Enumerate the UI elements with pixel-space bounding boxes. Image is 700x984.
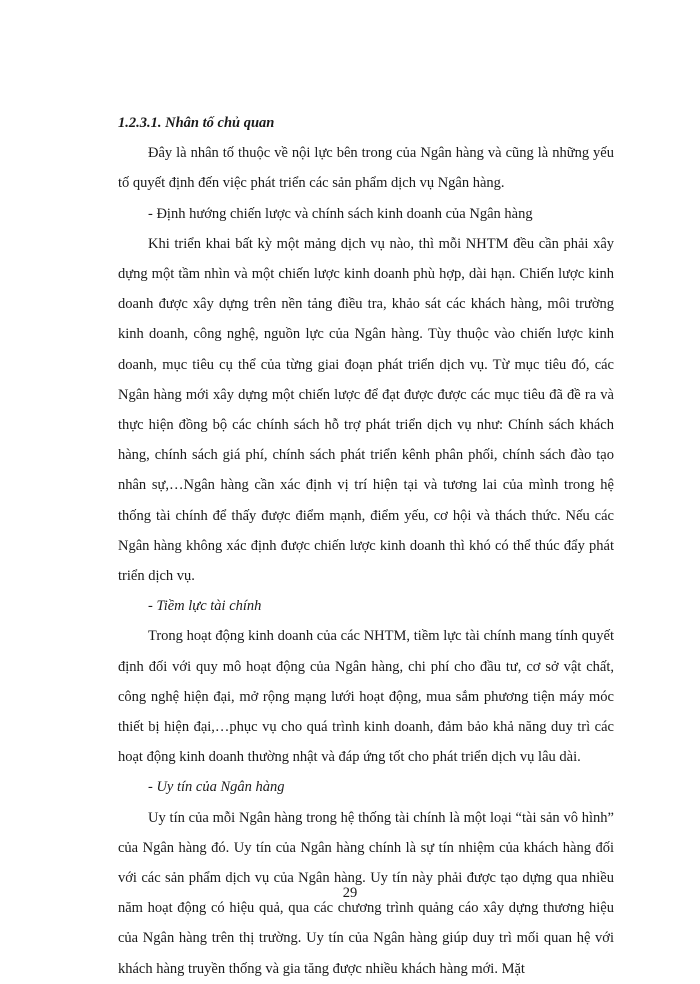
subheading-strategy: - Định hướng chiến lược và chính sách kinh doanh của Ngân hàng [148, 205, 533, 222]
intro-paragraph: Đây là nhân tố thuộc về nội lực bên trong của Ngân hàng và cũng là những yếu tố quyết định đến việc phát triển các sản phẩm dịch vụ Ngân hàng. [118, 145, 614, 192]
subheading-financial-capacity: - Tiềm lực tài chính [148, 598, 262, 615]
page-number: 29 [342, 885, 358, 901]
subheading-reputation: - Uy tín của Ngân hàng [148, 779, 285, 796]
financial-capacity-paragraph: Trong hoạt động kinh doanh của các NHTM, tiềm lực tài chính mang tính quyết định đối với quy mô hoạt động của Ngân hàng, chi phí cho đầu tư, cơ sở vật chất, công nghệ hiện đại, mở rộng mạng lưới hoạt động, mua sắm phương tiện máy móc thiết bị hiện đại,…phục vụ cho quá trình kinh doanh, đảm bảo khả năng duy trì các hoạt động kinh doanh thường nhật và đáp ứng tốt cho phát triển dịch vụ lâu dài. [118, 628, 614, 766]
page-content [118, 108, 614, 984]
reputation-paragraph: Uy tín của mỗi Ngân hàng trong hệ thống tài chính là một loại “tài sản vô hình” của Ngân hàng đó. Uy tín của Ngân hàng chính là sự tín nhiệm của khách hàng đối với các sản phẩm dịch vụ của Ngân hàng. Uy tín này phải được tạo dựng qua nhiều năm hoạt động có hiệu quả, qua các chương trình quảng cáo xây dựng thương hiệu của Ngân hàng trên thị trường. Uy tín của Ngân hàng giúp duy trì mối quan hệ với khách hàng truyền thống và gia tăng được nhiều khách hàng mới. Mặt [118, 809, 614, 977]
strategy-paragraph: Khi triển khai bất kỳ một mảng dịch vụ nào, thì mỗi NHTM đều cần phải xây dựng một tầm nhìn và một chiến lược kinh doanh phù hợp, dài hạn. Chiến lược kinh doanh được xây dựng trên nền tảng điều tra, khảo sát các khách hàng, môi trường kinh doanh, công nghệ, nguồn lực của Ngân hàng. Tùy thuộc vào chiến lược kinh doanh, mục tiêu cụ thể của từng giai đoạn phát triển dịch vụ. Từ mục tiêu đó, các Ngân hàng mới xây dựng một chiến lược để đạt được được các mục tiêu đã đề ra và thực hiện đồng bộ các chính sách hỗ trợ phát triển dịch vụ như: Chính sách khách hàng, chính sách giá phí, chính sách phát triển kênh phân phối, chính sách đào tạo nhân sự,…Ngân hàng cần xác định vị trí hiện tại và tương lai của mình trong hệ thống tài chính để thấy được điểm mạnh, điểm yếu, cơ hội và thách thức. Nếu các Ngân hàng không xác định được chiến lược kinh doanh thì khó có thể thúc đẩy phát triển dịch vụ. [118, 235, 614, 585]
section-heading: 1.2.3.1. Nhân tố chủ quan [118, 115, 275, 131]
